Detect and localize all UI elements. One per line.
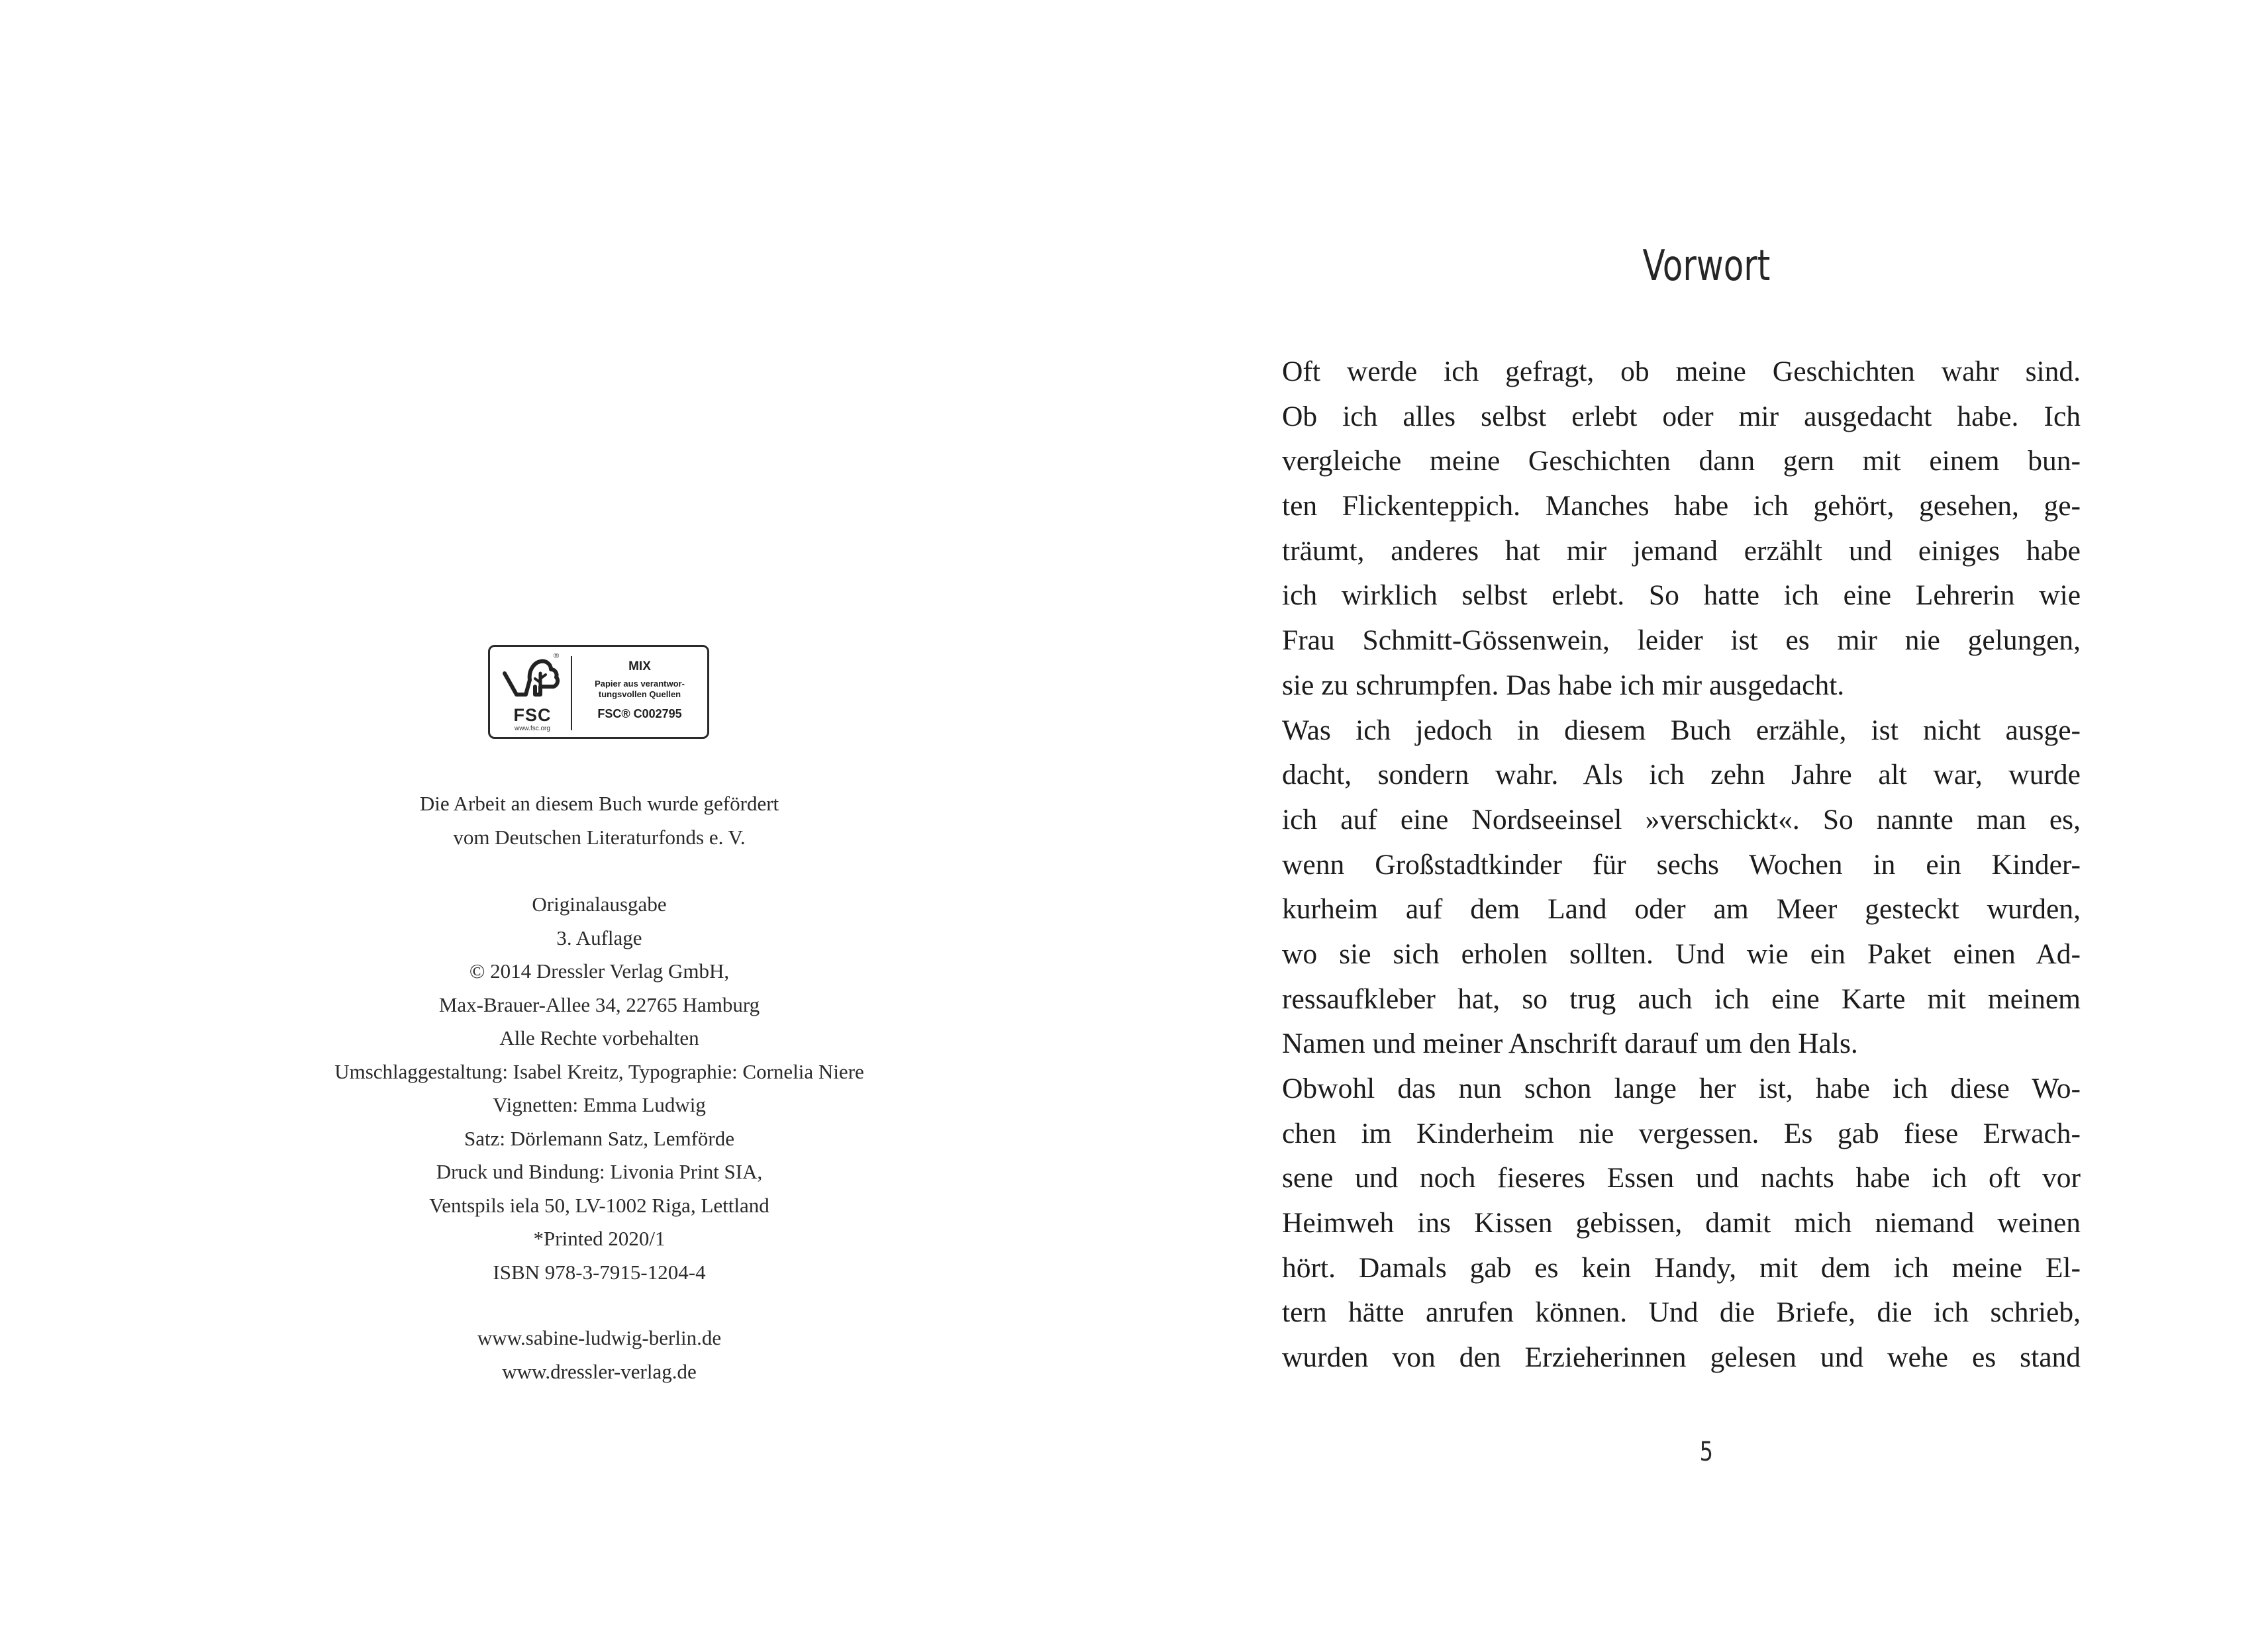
fsc-logo-text: FSC — [513, 705, 552, 725]
body-line: ressaufkleber hat, so trug auch ich eine Karte mit meinem — [1282, 983, 2081, 1015]
body-line: chen im Kinderheim nie vergessen. Es gab fiese Erwach- — [1282, 1117, 2081, 1149]
fsc-certification-label — [488, 645, 709, 739]
fsc-checkmark-tree-icon — [499, 653, 566, 706]
body-line: Namen und meiner Anschrift darauf um den Hals. — [1282, 1028, 1858, 1060]
printed-year-line: *Printed 2020/1 — [533, 1227, 666, 1250]
fsc-description-line: Papier aus verantwor- — [595, 679, 685, 689]
edition-line: Originalausgabe — [532, 893, 667, 916]
body-line: träumt, anderes hat mir jemand erzählt und einiges habe — [1282, 534, 2081, 567]
funding-line: vom Deutschen Literaturfonds e. V. — [453, 825, 746, 849]
funding-note — [199, 787, 1000, 854]
publisher-website-link: www.dressler-verlag.de — [502, 1359, 697, 1383]
fsc-tree-logo-icon — [499, 653, 566, 734]
body-line: sie zu schrumpfen. Das habe ich mir ausgedacht. — [1282, 669, 1845, 701]
fsc-divider — [571, 656, 572, 730]
isbn-line: ISBN 978-3-7915-1204-4 — [493, 1260, 706, 1284]
copyright-line: © 2014 Dressler Verlag GmbH, — [469, 959, 730, 983]
publication-details — [199, 888, 1000, 1289]
body-line: kurheim auf dem Land oder am Meer gesteckt wurden, — [1282, 893, 2081, 926]
body-line: Obwohl das nun schon lange her ist, habe ich diese Wo- — [1282, 1073, 2081, 1104]
fsc-mix-label: MIX — [628, 659, 651, 673]
publisher-address-line: Max-Brauer-Allee 34, 22765 Hamburg — [438, 992, 760, 1016]
body-line: sene und noch fieseres Essen und nachts habe ich oft vor — [1282, 1162, 2081, 1194]
fsc-description-line: tungsvollen Quellen — [598, 689, 681, 699]
author-website-link: www.sabine-ludwig-berlin.de — [477, 1326, 722, 1349]
body-line: Was ich jedoch in diesem Buch erzähle, ist nicht ausge- — [1282, 714, 2081, 746]
body-line: Ob ich alles selbst erlebt oder mir ausgedacht habe. Ich — [1282, 400, 2081, 432]
body-line: wenn Großstadtkinder für sechs Wochen in ein Kinder- — [1282, 848, 2081, 881]
body-line: Heimweh ins Kissen gebissen, damit mich niemand weinen — [1282, 1207, 2081, 1239]
printing-line: 3. Auflage — [556, 926, 642, 949]
body-line: wo sie sich erholen sollten. Und wie ein Paket einen Ad- — [1282, 938, 2081, 970]
page-number: 5 — [1699, 1437, 1713, 1467]
cover-design-line: Umschlaggestaltung: Isabel Kreitz, Typographie: Cornelia Niere — [334, 1059, 864, 1083]
body-line: wurden von den Erzieherinnen gelesen und wehe es stand — [1282, 1341, 2081, 1374]
rights-line: Alle Rechte vorbehalten — [499, 1026, 699, 1049]
typesetting-line: Satz: Dörlemann Satz, Lemförde — [464, 1126, 735, 1150]
fsc-info — [575, 659, 705, 721]
body-line: vergleiche meine Geschichten dann gern mit einem bun- — [1282, 445, 2081, 477]
fsc-license-code: FSC® C002795 — [597, 707, 682, 720]
fsc-registered-mark: ® — [554, 652, 560, 660]
printing-binding-line: Druck und Bindung: Livonia Print SIA, — [436, 1160, 763, 1183]
body-line: ich wirklich selbst erlebt. So hatte ich eine Lehrerin wie — [1282, 579, 2081, 612]
body-line: Oft werde ich gefragt, ob meine Geschichten wahr sind. — [1282, 356, 2081, 387]
fsc-logo-url: www.fsc.org — [515, 725, 550, 732]
printer-address-line: Ventspils iela 50, LV-1002 Riga, Lettland — [429, 1193, 769, 1217]
funding-line: Die Arbeit an diesem Buch wurde gefördert — [419, 792, 779, 815]
fsc-description — [575, 679, 705, 700]
body-line: tern hätte anrufen können. Und die Briefe, die ich schrieb, — [1282, 1296, 2081, 1329]
web-links — [199, 1322, 1000, 1388]
body-line: hört. Damals gab es kein Handy, mit dem ich meine El- — [1282, 1251, 2081, 1284]
foreword-body-text — [1282, 350, 2081, 1380]
body-line: Frau Schmitt-Gössenwein, leider ist es mir nie gelungen, — [1282, 624, 2081, 657]
right-page-foreword — [1134, 0, 2268, 1642]
body-line: ich auf eine Nordseeinsel »verschickt«. So nannte man es, — [1282, 803, 2081, 836]
chapter-title: Vorwort — [1642, 242, 1771, 291]
vignettes-line: Vignetten: Emma Ludwig — [493, 1093, 706, 1116]
body-line: ten Flickenteppich. Manches habe ich gehört, gesehen, ge- — [1282, 490, 2081, 522]
body-line: dacht, sondern wahr. Als ich zehn Jahre alt war, wurde — [1282, 759, 2081, 791]
